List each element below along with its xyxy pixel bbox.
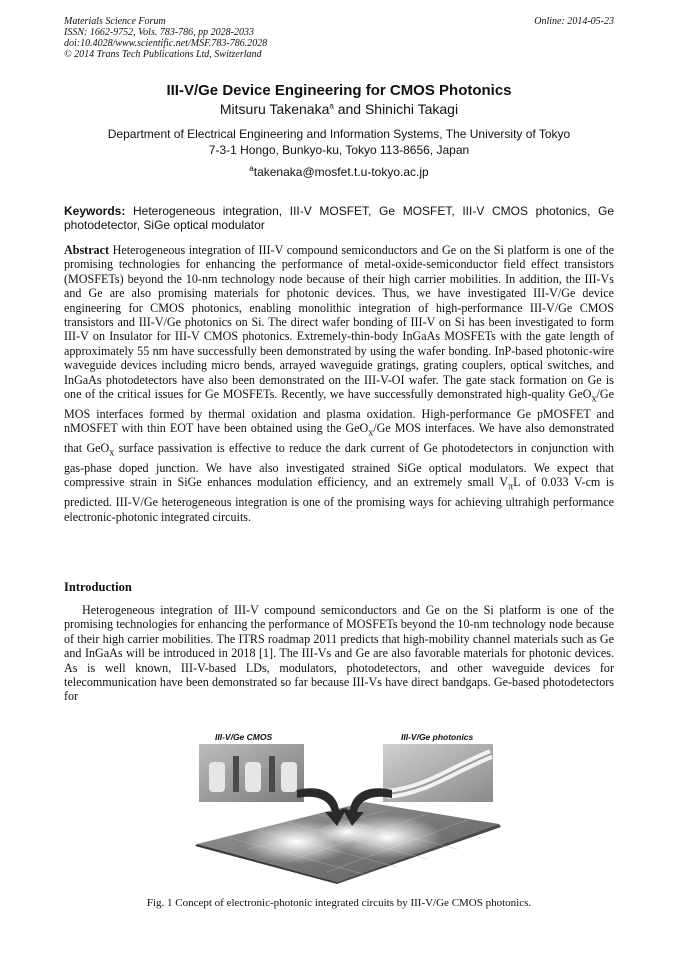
abstract-text-4: surface passivation is effective to reduce the dark current of Ge photodetectors in conjunction with gas-phase doped junction. We have also investigated strained SiGe optical modulators. We expect that compressive strain in SiGe enhances modulation efficiency, and an extremely small V	[64, 441, 615, 490]
journal-header	[64, 16, 614, 60]
email-address[interactable]: takenaka@mosfet.t.u-tokyo.ac.jp	[253, 165, 429, 179]
online-date: Online: 2014-05-23	[534, 16, 614, 27]
affiliation-line-1: Department of Electrical Engineering and Information Systems, The University of Tokyo	[107, 127, 571, 141]
author-1: Mitsuru Takenaka	[219, 101, 330, 117]
issn-line: ISSN: 1662-9752, Vols. 783-786, pp 2028-2033	[64, 27, 254, 38]
abstract-text-2: /Ge MOS interfaces formed by thermal oxidation and plasma oxidation. High-performance Ge pMOSFET and nMOSFET with thin EOT have been obtained using the GeO	[64, 387, 614, 436]
abstract-text-5: L of 0.033 V-cm is predicted. III-V/Ge heterogeneous integration is one of the promising ways for achieving ultrahigh performance electronic-photonic integrated circuits.	[64, 475, 614, 524]
author-1-affil-mark: a	[329, 101, 334, 111]
keywords-text: Heterogeneous integration, III-V MOSFET, Ge MOSFET, III-V CMOS photonics, Ge photodetector, SiGe optical modulator	[64, 204, 614, 232]
author-email	[64, 165, 614, 179]
cmos-sem-inset	[199, 744, 304, 802]
journal-name: Materials Science Forum	[64, 16, 166, 27]
keywords-label: Keywords:	[64, 204, 126, 218]
author-2: and Shinichi Takagi	[333, 101, 459, 117]
figure-label-photonics: III-V/Ge photonics	[401, 732, 474, 742]
intro-paragraph: Heterogeneous integration of III-V compound semiconductors and Ge on the Si platform is one of the promising technologies for enhancing the performance of MOSFETs beyond the 10-nm technology node because of their high carrier mobilities. The ITRS roadmap 2011 predicts that high-mobility channel materials such as Ge and InGaAs will be introduced in 2018 [1]. The III-Vs and Ge are also favorable materials for photonic devices. As is well known, III-V-based LDs, modulators, photodetectors, and other waveguide devices for telecommunication have been demonstrated so far because III-Vs have direct bandgaps. Ge-based photodetectors for	[64, 603, 614, 704]
subscript-x: x	[109, 447, 115, 459]
copyright-line: © 2014 Trans Tech Publications Ltd, Switzerland	[64, 49, 262, 60]
affiliation	[64, 126, 614, 158]
email-mark: a	[249, 164, 254, 173]
doi-line: doi:10.4028/www.scientific.net/MSF.783-786.2028	[64, 38, 268, 49]
abstract	[64, 243, 614, 524]
figure-1	[187, 732, 504, 884]
figure-caption: Fig. 1 Concept of electronic-photonic integrated circuits by III-V/Ge CMOS photonics.	[146, 897, 532, 909]
abstract-text-3: /Ge MOS interfaces. We have also demonstrated that GeO	[64, 421, 614, 456]
paper-title: III-V/Ge Device Engineering for CMOS Photonics	[166, 82, 512, 99]
subscript-pi: π	[508, 481, 514, 493]
intro-heading: Introduction	[64, 580, 132, 594]
subscript-x: x	[368, 427, 374, 439]
affiliation-line-2: 7-3-1 Hongo, Bunkyo-ku, Tokyo 113-8656, Japan	[208, 143, 470, 157]
keywords	[64, 204, 614, 232]
photonics-sem-inset	[383, 744, 493, 802]
figure-label-cmos: III-V/Ge CMOS	[215, 732, 273, 742]
figure-1-image	[187, 732, 504, 884]
abstract-label: Abstract	[64, 243, 110, 257]
abstract-text-1: Heterogeneous integration of III-V compound semiconductors and Ge on the Si platform is one of the promising technologies for enhancing the performance of metal-oxide-semiconductor field effect transistors (MOSFETs) beyond the 10-nm technology node because of their high carrier mobilities. In addition, the III-Vs and Ge are also promising materials for photonic devices. Thus, we have investigated III-V/Ge device engineering for CMOS photonics, enabling monolithic integration of high-performance III-V/Ge CMOS transistors and III-V/Ge photonics on Si. The direct wafer bonding of III-V on Si has been investigated to form III-V on Insulator for III-V CMOS photonics. Extremely-thin-body InGaAs MOSFETs with the gate length of approximately 55 nm have successfully been demonstrated by using the wafer bonding. InP-based photonic-wire waveguide devices including micro bends, arrayed waveguide gratings, grating couplers, optical switches, and InGaAs photodetectors have also been demonstrated on the III-V-OI wafer. The gate stack formation on Ge is one of the critical issues for Ge MOSFETs. Recently, we have successfully demonstrated high-quality GeO	[64, 243, 614, 402]
subscript-x: x	[591, 393, 597, 405]
author-line	[64, 101, 614, 117]
